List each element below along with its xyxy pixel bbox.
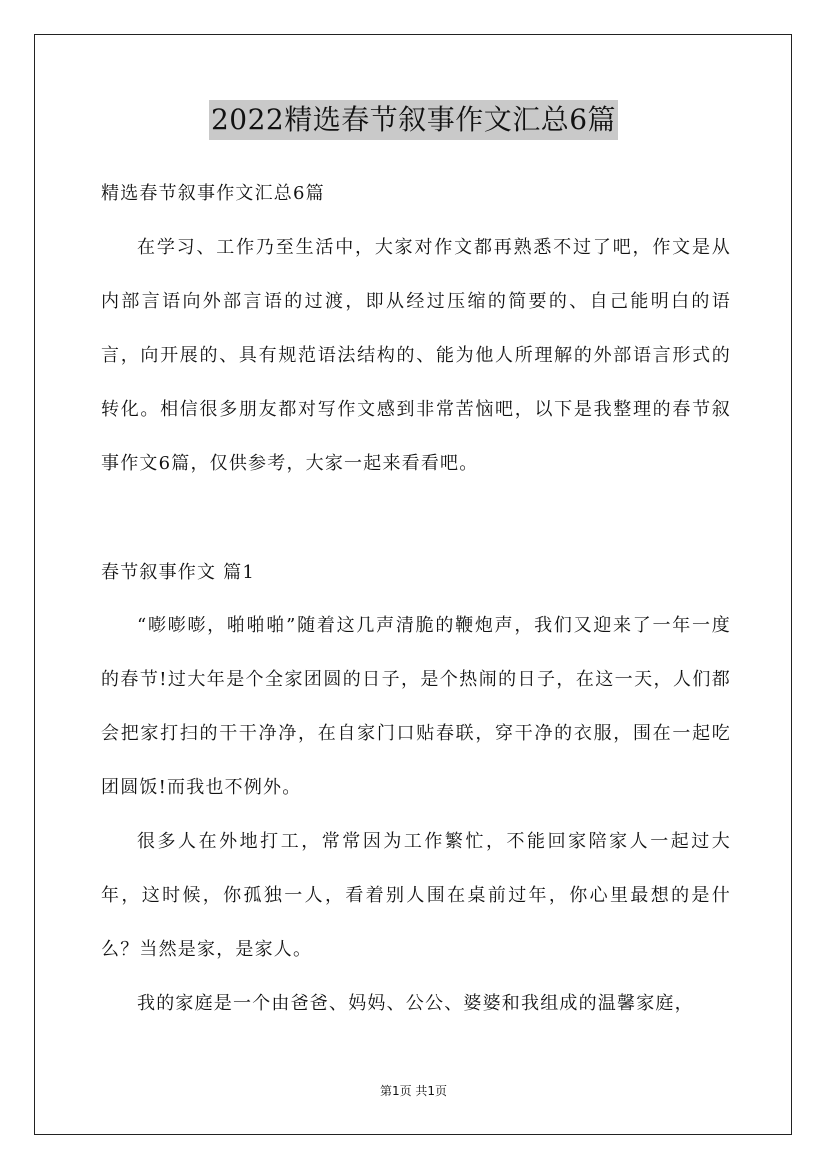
document-title: 2022精选春节叙事作文汇总6篇	[209, 100, 618, 140]
section-heading: 春节叙事作文 篇1	[101, 562, 255, 583]
document-subtitle: 精选春节叙事作文汇总6篇	[101, 183, 325, 204]
title-container	[0, 100, 827, 140]
page-footer: 第1页 共1页	[379, 1084, 448, 1098]
body-paragraph-1: “嘭嘭嘭，啪啪啪”随着这几声清脆的鞭炮声，我们又迎来了一年一度的春节!过大年是个全家团圆的日子，是个热闹的日子，在这一天，人们都会把家打扫的干干净净，在自家门口贴春联，穿干净的衣服，围在一起吃团圆饭!而我也不例外。	[101, 615, 731, 798]
intro-paragraph: 在学习、工作乃至生活中，大家对作文都再熟悉不过了吧，作文是从内部言语向外部言语的过渡，即从经过压缩的简要的、自己能明白的语言，向开展的、具有规范语法结构的、能为他人所理解的外部语言形式的转化。相信很多朋友都对写作文感到非常苦恼吧，以下是我整理的春节叙事作文6篇，仅供参考，大家一起来看看吧。	[101, 237, 731, 474]
body-paragraph-2: 很多人在外地打工，常常因为工作繁忙，不能回家陪家人一起过大年，这时候，你孤独一人，看着别人围在桌前过年，你心里最想的是什么？当然是家，是家人。	[101, 831, 731, 960]
body-paragraph-3: 我的家庭是一个由爸爸、妈妈、公公、婆婆和我组成的温馨家庭，	[137, 993, 694, 1014]
